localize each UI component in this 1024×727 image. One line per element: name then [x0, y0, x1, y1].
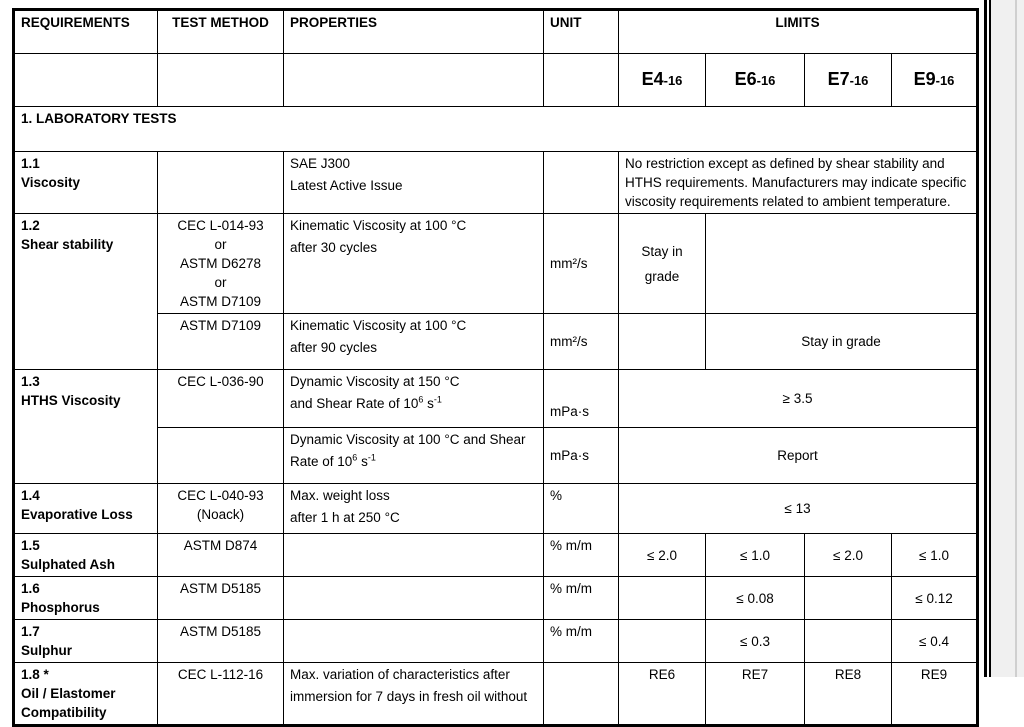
blank-cell — [158, 54, 284, 107]
col-properties: PROPERTIES — [284, 10, 544, 54]
row-elastomer-compatibility — [14, 663, 978, 726]
prop-cell: Dynamic Viscosity at 150 °C and Shear Rate of $10^6$ $s^{-1}$ — [284, 370, 544, 428]
limit-e7: RE8 — [805, 663, 892, 726]
limit-e9: ≤ 0.12 — [892, 577, 978, 620]
row-shear-stability-90 — [14, 314, 978, 370]
unit-cell: mPa·s — [544, 428, 619, 484]
limit-e4: RE6 — [619, 663, 706, 726]
limit-cell: Stay in grade — [706, 314, 978, 370]
req-cell: 1.8 * Oil / Elastomer Compatibility — [14, 663, 158, 726]
method-cell — [158, 152, 284, 214]
prop-cell: Max. weight loss after 1 h at 250 °C — [284, 484, 544, 534]
grade-e4: E4-16 — [619, 54, 706, 107]
limit-cell-e4: Stay in grade — [619, 214, 706, 314]
row-hths — [14, 370, 978, 428]
unit-cell: mm²/s — [544, 214, 619, 314]
specification-table — [12, 8, 979, 727]
req-cell: 1.1 Viscosity — [14, 152, 158, 214]
row-sulphated-ash — [14, 534, 978, 577]
req-cell: 1.5 Sulphated Ash — [14, 534, 158, 577]
row-shear-stability — [14, 214, 978, 314]
page-edge — [984, 0, 987, 677]
limit-cell: Report — [619, 428, 978, 484]
method-cell: CEC L-014-93 or ASTM D6278 or ASTM D7109 — [158, 214, 284, 314]
viewer-gutter — [991, 0, 1024, 677]
prop-cell — [284, 620, 544, 663]
blank-cell — [284, 54, 544, 107]
method-cell — [158, 428, 284, 484]
row-evaporative-loss — [14, 484, 978, 534]
grade-e6: E6-16 — [706, 54, 805, 107]
grade-e7: E7-16 — [805, 54, 892, 107]
row-sulphur — [14, 620, 978, 663]
limit-e7 — [805, 620, 892, 663]
req-cell: 1.3 HTHS Viscosity — [14, 370, 158, 484]
limit-e6: ≤ 1.0 — [706, 534, 805, 577]
section-row — [14, 107, 978, 152]
limit-e4 — [619, 577, 706, 620]
method-cell: CEC L-040-93 (Noack) — [158, 484, 284, 534]
limit-cell: No restriction except as defined by shear stability and HTHS requirements. Manufacturers may indicate specific viscosity requirements related to ambient temperature. — [619, 152, 978, 214]
limit-e9: ≤ 1.0 — [892, 534, 978, 577]
limit-e6: ≤ 0.08 — [706, 577, 805, 620]
limit-e9: RE9 — [892, 663, 978, 726]
unit-cell: % m/m — [544, 620, 619, 663]
prop-cell: Max. variation of characteristics after immersion for 7 days in fresh oil without — [284, 663, 544, 726]
method-cell: CEC L-036-90 — [158, 370, 284, 428]
section-title: 1. LABORATORY TESTS — [14, 107, 978, 152]
prop-cell — [284, 577, 544, 620]
limit-e6: ≤ 0.3 — [706, 620, 805, 663]
unit-cell: mPa·s — [544, 370, 619, 428]
prop-cell: Kinematic Viscosity at 100 °C after 30 cycles — [284, 214, 544, 314]
grade-e9: E9-16 — [892, 54, 978, 107]
col-limits: LIMITS — [619, 10, 978, 54]
page-edge-shadow — [989, 0, 991, 677]
col-unit: UNIT — [544, 10, 619, 54]
limit-e7 — [805, 577, 892, 620]
unit-cell: mm²/s — [544, 314, 619, 370]
prop-cell — [284, 534, 544, 577]
unit-cell: % m/m — [544, 534, 619, 577]
limit-e4: ≤ 2.0 — [619, 534, 706, 577]
limit-cell: ≥ 3.5 — [619, 370, 978, 428]
req-cell: 1.6 Phosphorus — [14, 577, 158, 620]
req-cell: 1.2 Shear stability — [14, 214, 158, 370]
limit-e9: ≤ 0.4 — [892, 620, 978, 663]
method-cell: ASTM D5185 — [158, 620, 284, 663]
method-cell: ASTM D5185 — [158, 577, 284, 620]
blank-cell — [14, 54, 158, 107]
unit-cell — [544, 663, 619, 726]
limit-cell-blank — [619, 314, 706, 370]
limit-e4 — [619, 620, 706, 663]
prop-cell: Kinematic Viscosity at 100 °C after 90 cycles — [284, 314, 544, 370]
col-test-method: TEST METHOD — [158, 10, 284, 54]
unit-cell: % m/m — [544, 577, 619, 620]
col-requirements: REQUIREMENTS — [14, 10, 158, 54]
limit-e6: RE7 — [706, 663, 805, 726]
row-phosphorus — [14, 577, 978, 620]
req-cell: 1.7 Sulphur — [14, 620, 158, 663]
row-hths-100 — [14, 428, 978, 484]
blank-cell — [544, 54, 619, 107]
limit-cell-blank — [706, 214, 978, 314]
unit-cell — [544, 152, 619, 214]
grade-row — [14, 54, 978, 107]
prop-cell: Dynamic Viscosity at 100 °C and Shear Rate of $10^6$ $s^{-1}$ — [284, 428, 544, 484]
method-cell: ASTM D7109 — [158, 314, 284, 370]
unit-cell: % — [544, 484, 619, 534]
row-viscosity — [14, 152, 978, 214]
limit-cell: ≤ 13 — [619, 484, 978, 534]
prop-cell: SAE J300 Latest Active Issue — [284, 152, 544, 214]
limit-e7: ≤ 2.0 — [805, 534, 892, 577]
method-cell: CEC L-112-16 — [158, 663, 284, 726]
method-cell: ASTM D874 — [158, 534, 284, 577]
req-cell: 1.4 Evaporative Loss — [14, 484, 158, 534]
header-row — [14, 10, 978, 54]
